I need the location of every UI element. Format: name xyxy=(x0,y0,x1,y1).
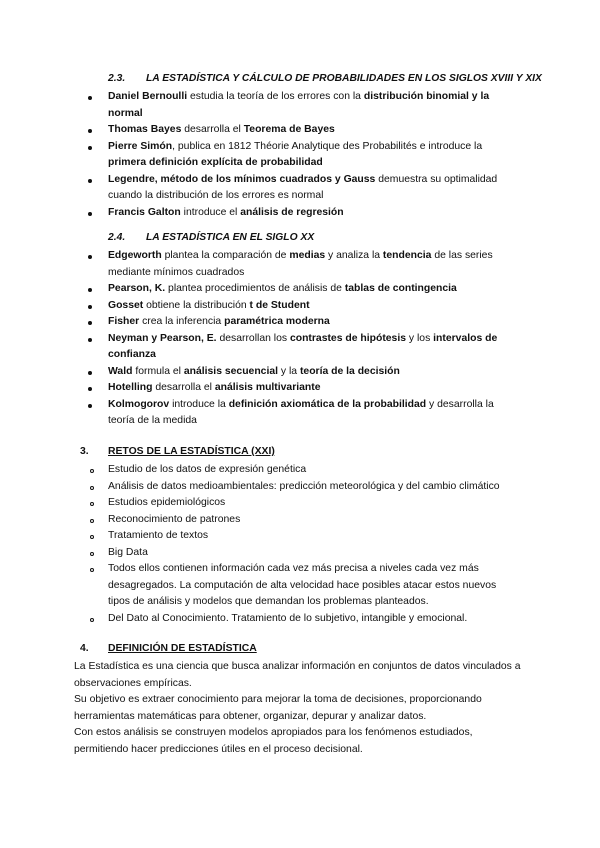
list-item: Estudios epidemiológicos xyxy=(108,495,508,512)
section-3-list xyxy=(108,462,508,627)
list-item: Legendre, método de los mínimos cuadrados y Gauss demuestra su optimalidad cuando la distribución de los errores es normal xyxy=(108,172,513,205)
list-item: Thomas Bayes desarrolla el Teorema de Bayes xyxy=(108,122,513,139)
list-item: Francis Galton introduce el análisis de regresión xyxy=(108,205,513,222)
list-item: Análisis de datos medioambientales: predicción meteorológica y del cambio climático xyxy=(108,479,508,496)
list-item: Daniel Bernoulli estudia la teoría de los errores con la distribución binomial y la normal xyxy=(108,89,513,122)
list-item: Tratamiento de textos xyxy=(108,528,508,545)
list-item: Edgeworth plantea la comparación de medias y analiza la tendencia de las series mediante mínimos cuadrados xyxy=(108,248,513,281)
section-2-3-list xyxy=(108,89,513,221)
paragraph: Su objetivo es extraer conocimiento para mejorar la toma de decisiones, proporcionando herramientas matemáticas para obtener, organizar, depurar y analizar datos. xyxy=(74,694,482,722)
section-number: 4. xyxy=(80,643,89,654)
list-item: Estudio de los datos de expresión genética xyxy=(108,462,508,479)
list-item: Gosset obtiene la distribución t de Student xyxy=(108,298,513,315)
list-item: Fisher crea la inferencia paramétrica moderna xyxy=(108,314,513,331)
section-number: 3. xyxy=(80,446,89,457)
section-number: 2.3. xyxy=(108,73,126,84)
section-title: DEFINICIÓN DE ESTADÍSTICA xyxy=(108,643,257,654)
list-item: Neyman y Pearson, E. desarrollan los contrastes de hipótesis y los intervalos de confianza xyxy=(108,331,513,364)
section-4-heading xyxy=(80,643,257,654)
section-title: RETOS DE LA ESTADÍSTICA (XXI) xyxy=(108,446,275,457)
list-item: Todos ellos contienen información cada vez más precisa a niveles cada vez más desagregados. La computación de alta velocidad hace posibles atacar estos nuevos tipos de análisis y modelos que demandan los problemas planteados. xyxy=(108,561,508,611)
section-title: LA ESTADÍSTICA Y CÁLCULO DE PROBABILIDADES EN LOS SIGLOS XVIII Y XIX xyxy=(146,73,542,84)
paragraph: La Estadística es una ciencia que busca analizar información en conjuntos de datos vinculados a observaciones empíricas. xyxy=(74,661,521,689)
section-number: 2.4. xyxy=(108,232,126,243)
section-4-body xyxy=(74,659,524,759)
list-item: Del Dato al Conocimiento. Tratamiento de lo subjetivo, intangible y emocional. xyxy=(108,611,508,628)
list-item: Kolmogorov introduce la definición axiomática de la probabilidad y desarrolla la teoría de la medida xyxy=(108,397,513,430)
list-item: Wald formula el análisis secuencial y la teoría de la decisión xyxy=(108,364,513,381)
section-2-3-heading xyxy=(108,73,542,84)
list-item: Hotelling desarrolla el análisis multivariante xyxy=(108,380,513,397)
list-item: Big Data xyxy=(108,545,508,562)
section-2-4-heading xyxy=(108,232,314,243)
paragraph: Con estos análisis se construyen modelos apropiados para los fenómenos estudiados, permitiendo hacer predicciones útiles en el proceso decisional. xyxy=(74,727,473,755)
list-item: Pearson, K. plantea procedimientos de análisis de tablas de contingencia xyxy=(108,281,513,298)
section-title: LA ESTADÍSTICA EN EL SIGLO XX xyxy=(146,232,315,243)
section-3-heading xyxy=(80,446,275,457)
list-item: Pierre Simón, publica en 1812 Théorie Analytique des Probabilités e introduce la primera definición explícita de probabilidad xyxy=(108,139,513,172)
section-2-4-list xyxy=(108,248,513,430)
list-item: Reconocimiento de patrones xyxy=(108,512,508,529)
